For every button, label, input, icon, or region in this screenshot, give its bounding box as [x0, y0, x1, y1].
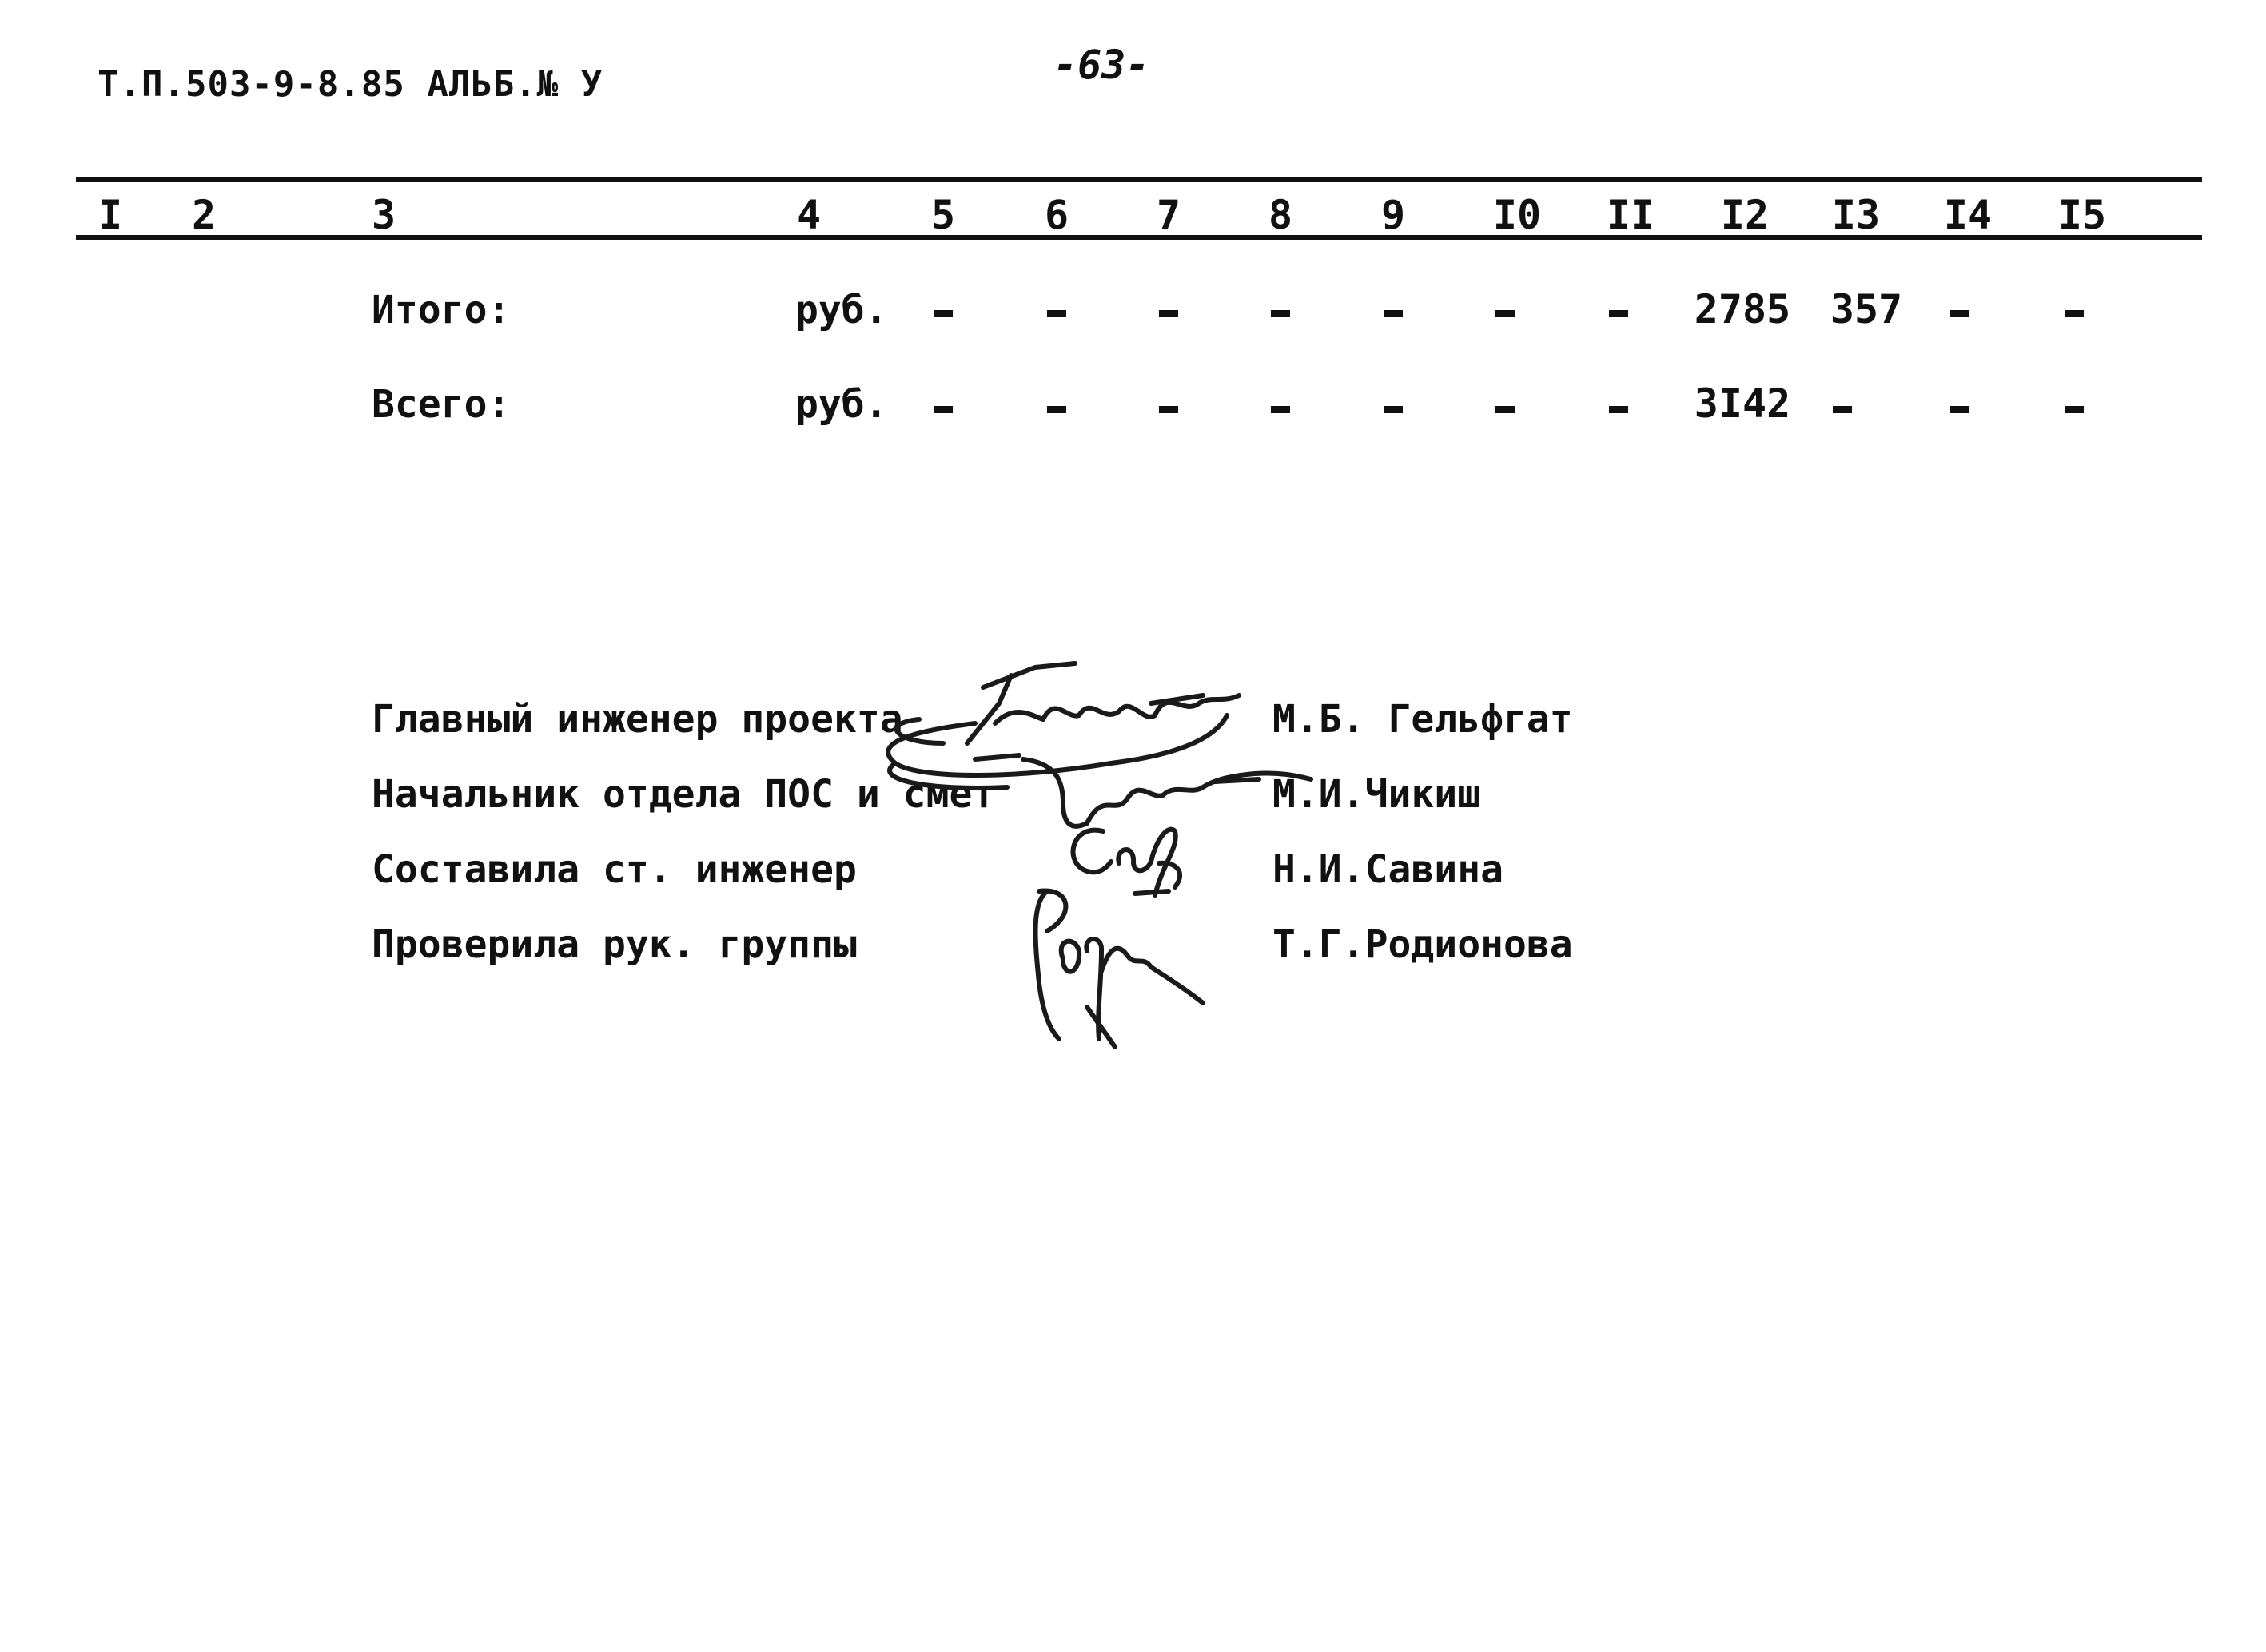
- row-unit: руб.: [795, 288, 888, 332]
- signatory-name: М.Б. Гельфгат: [1272, 697, 1573, 742]
- signature-gelfgat: [888, 663, 1239, 788]
- column-header: I4: [1943, 192, 1993, 238]
- document-code: Т.П.503-9-8.85 АЛЬБ.№ У: [98, 64, 603, 105]
- signature-chikish: [975, 755, 1311, 826]
- signature-savina: [1073, 830, 1181, 895]
- signature-role: Главный инженер проекта: [372, 697, 903, 742]
- column-header: 2: [191, 192, 217, 238]
- column-header: 5: [930, 192, 956, 238]
- column-header: 3: [371, 192, 396, 238]
- page-number: -63-: [1053, 42, 1150, 88]
- column-header: 4: [796, 192, 822, 238]
- signature-rodionova: [1036, 891, 1203, 1047]
- column-header: 9: [1380, 192, 1406, 238]
- row-unit: руб.: [795, 382, 888, 427]
- column-header: II: [1606, 192, 1655, 238]
- column-header: I3: [1831, 192, 1881, 238]
- row-label-total: Итого:: [372, 288, 511, 332]
- signature-role: Начальник отдела ПОС и смет: [372, 772, 996, 817]
- column-header: I: [98, 192, 123, 238]
- cell-value: 357: [1830, 286, 1903, 332]
- column-header: I2: [1720, 192, 1770, 238]
- cell-value: 2785: [1694, 286, 1791, 332]
- column-header: 7: [1156, 192, 1181, 238]
- column-header: 6: [1044, 192, 1069, 238]
- signatory-name: Н.И.Савина: [1272, 847, 1503, 892]
- signatory-name: Т.Г.Родионова: [1272, 922, 1573, 967]
- cell-value: 3I42: [1694, 380, 1791, 427]
- column-header: I0: [1492, 192, 1542, 238]
- signatory-name: М.И.Чикиш: [1272, 772, 1481, 817]
- column-header: 8: [1268, 192, 1293, 238]
- signature-role: Проверила рук. группы: [372, 922, 857, 967]
- row-label-grand-total: Всего:: [372, 382, 511, 427]
- column-header: I5: [2057, 192, 2107, 238]
- signature-role: Составила ст. инженер: [372, 847, 857, 892]
